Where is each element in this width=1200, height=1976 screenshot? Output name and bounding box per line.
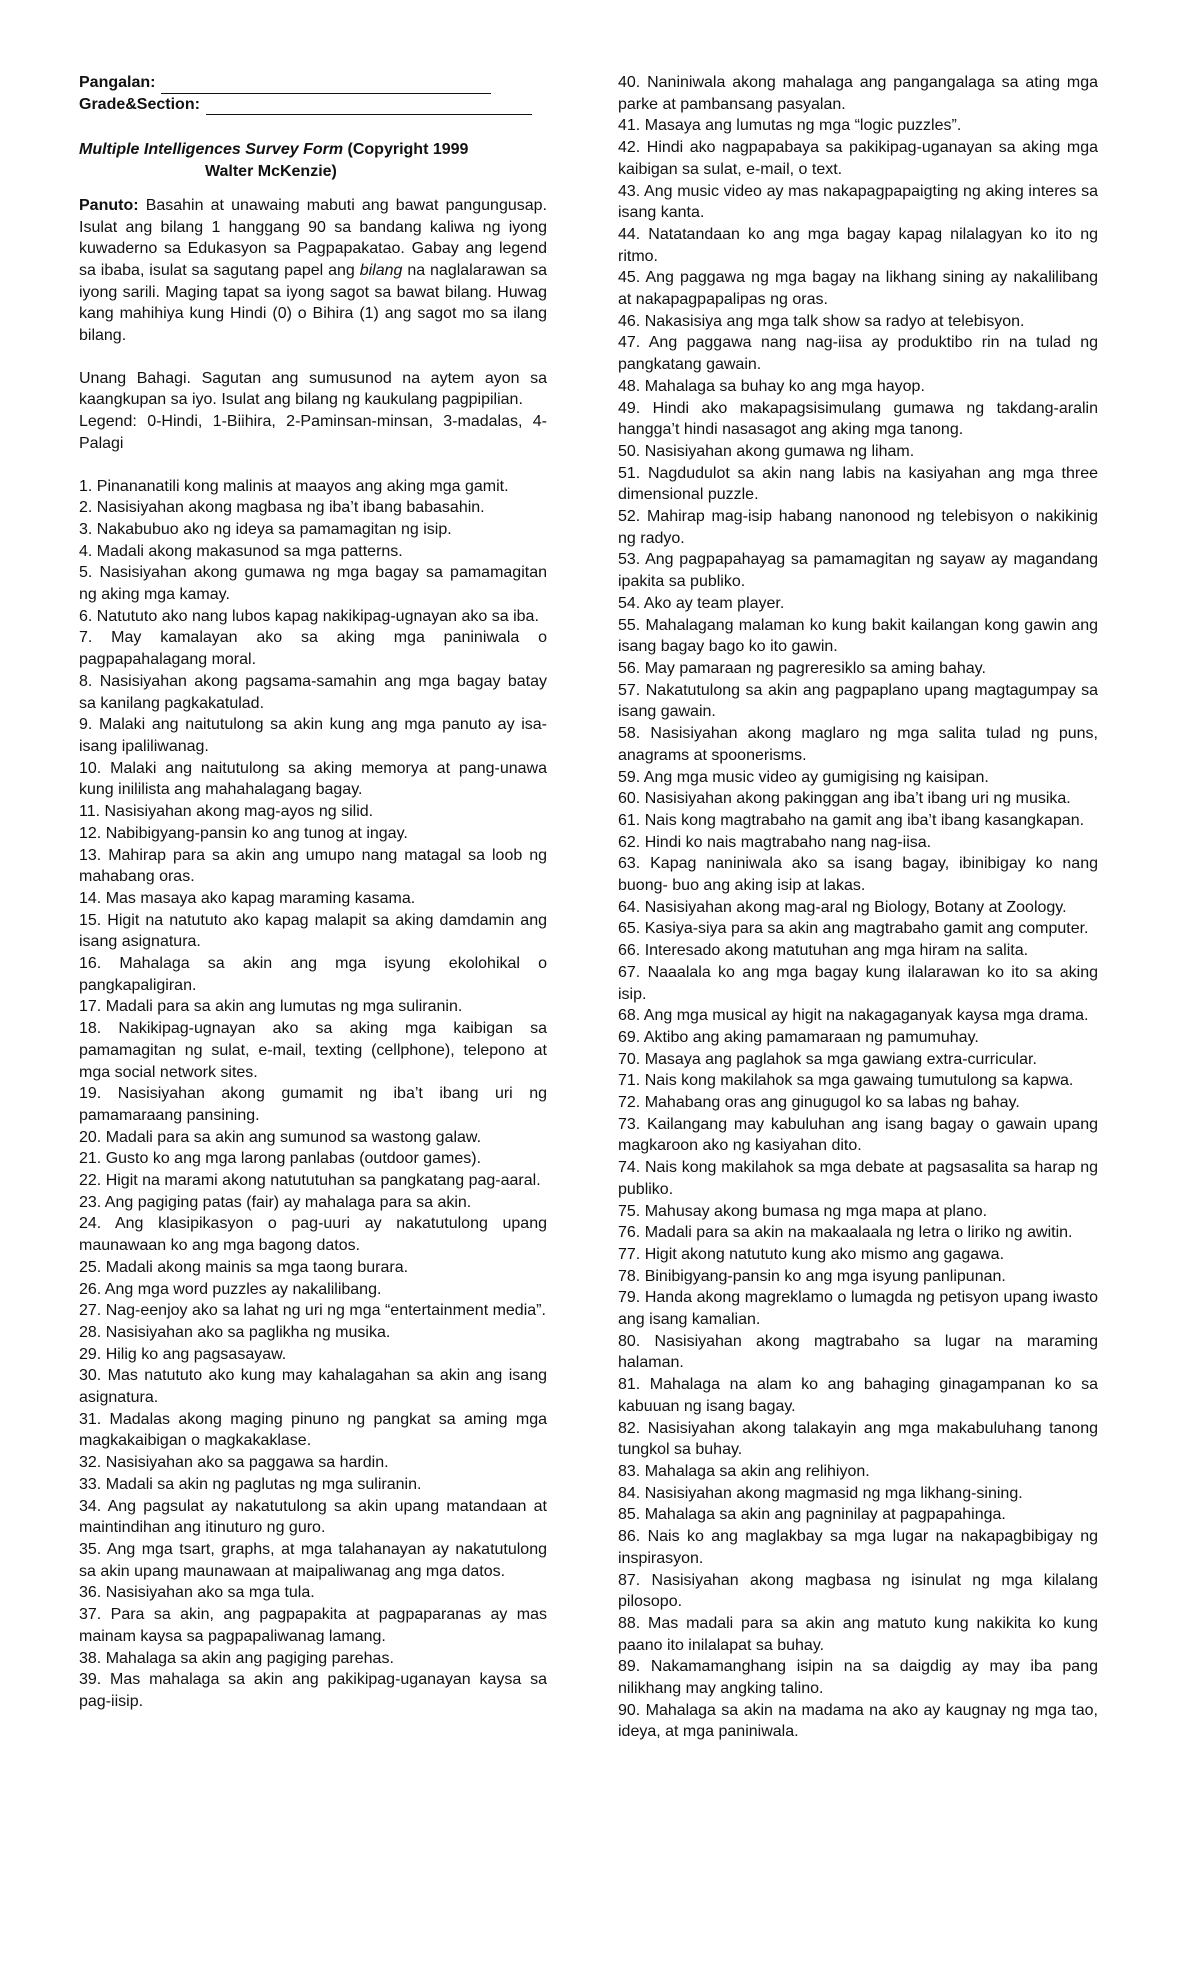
instructions-italic-word: bilang [359, 261, 403, 279]
survey-item-5: 5. Nasisiyahan akong gumawa ng mga bagay sa pamamagitan ng aking mga kamay. [79, 564, 547, 604]
survey-item-64: 64. Nasisiyahan akong mag-aral ng Biology, Botany at Zoology. [618, 898, 1067, 916]
survey-item-52: 52. Mahirap mag-isip habang nanonood ng telebisyon o nakikinig ng radyo. [618, 508, 1098, 547]
survey-item-54: 54. Ako ay team player. [618, 594, 785, 612]
survey-item-22: 22. Higit na marami akong natututuhan sa pangkatang pag-aaral. [79, 1172, 541, 1190]
survey-item-26: 26. Ang mga word puzzles ay nakalilibang. [79, 1280, 382, 1298]
survey-item-37: 37. Para sa akin, ang pagpapakita at pagpaparanas ay mas mainam kaysa sa pagpapaliwanag lamang. [79, 1606, 547, 1645]
survey-item-44: 44. Natatandaan ko ang mga bagay kapag nilalagyan ko ito ng ritmo. [618, 225, 1098, 265]
survey-item-3: 3. Nakabubuo ako ng ideya sa pamamagitan ng isip. [79, 520, 452, 538]
survey-item-58: 58. Nasisiyahan akong maglaro ng mga salita tulad ng puns, anagrams at spoonerisms. [618, 725, 1098, 764]
survey-item-17: 17. Madali para sa akin ang lumutas ng mga suliranin. [79, 998, 463, 1016]
survey-item-48: 48. Mahalaga sa buhay ko ang mga hayop. [618, 377, 925, 395]
survey-item-46: 46. Nakasisiya ang mga talk show sa radyo at telebisyon. [618, 312, 1025, 330]
survey-item-74: 74. Nais kong makilahok sa mga debate at pagsasalita sa harap ng publiko. [618, 1159, 1098, 1198]
survey-item-16: 16. Mahalaga sa akin ang mga isyung ekolohikal o pangkapaligiran. [79, 955, 547, 994]
survey-item-7: 7. May kamalayan ako sa aking mga paniniwala o pagpapahalagang moral. [79, 629, 547, 669]
instructions-text-after: na naglalarawan sa iyong sarili. Maging tapat sa iyong sagot sa bawat bilang. Huwag kang mahihiya kung Hindi (0) o Bihira (1) ang sagot mo sa ilang bilang. [79, 261, 547, 345]
survey-item-38: 38. Mahalaga sa akin ang pagiging parehas. [79, 1649, 394, 1667]
survey-item-73: 73. Kailangang may kabuluhan ang isang bagay o gawain upang magkaroon ako ng kasiyahan dito. [618, 1115, 1098, 1155]
items-list-right [618, 72, 1098, 1743]
survey-item-66: 66. Interesado akong matutuhan ang mga hiram na salita. [618, 942, 1029, 960]
survey-item-72: 72. Mahabang oras ang ginugugol ko sa labas ng bahay. [618, 1094, 1020, 1112]
survey-item-20: 20. Madali para sa akin ang sumunod sa wastong galaw. [79, 1128, 482, 1146]
survey-item-61: 61. Nais kong magtrabaho na gamit ang iba’t ibang kasangkapan. [618, 811, 1085, 829]
survey-item-19: 19. Nasisiyahan akong gumamit ng iba’t ibang uri ng pamamaraang pansining. [79, 1085, 547, 1124]
survey-item-55: 55. Mahalagang malaman ko kung bakit kailangan kong gawin ang isang bagay bago ko ito gawin. [618, 616, 1098, 656]
survey-item-10: 10. Malaki ang naitutulong sa aking memorya at pang-unawa kung inililista ang mahahalagang bagay. [79, 759, 547, 799]
survey-item-75: 75. Mahusay akong bumasa ng mga mapa at plano. [618, 1202, 988, 1220]
survey-item-42: 42. Hindi ako nagpapabaya sa pakikipag-uganayan sa aking mga kaibigan sa sulat, e-mail, o text. [618, 139, 1098, 178]
survey-item-63: 63. Kapag naniniwala ako sa isang bagay, ibinibigay ko nang buong- buo ang aking isip at lakas. [618, 855, 1098, 895]
instructions-label: Panuto: [79, 196, 139, 214]
survey-item-15: 15. Higit na natututo ako kapag malapit sa aking damdamin ang isang asignatura. [79, 911, 547, 951]
survey-item-39: 39. Mas mahalaga sa akin ang pakikipag-uganayan kaysa sa pag-iisip. [79, 1671, 547, 1710]
survey-item-69: 69. Aktibo ang aking pamamaraan ng pamumuhay. [618, 1028, 979, 1046]
survey-item-14: 14. Mas masaya ako kapag maraming kasama. [79, 889, 416, 907]
survey-item-12: 12. Nabibigyang-pansin ko ang tunog at ingay. [79, 824, 408, 842]
survey-item-80: 80. Nasisiyahan akong magtrabaho sa lugar na maraming halaman. [618, 1332, 1098, 1372]
survey-item-50: 50. Nasisiyahan akong gumawa ng liham. [618, 442, 915, 460]
items-list-left [79, 476, 547, 1713]
survey-item-31: 31. Madalas akong maging pinuno ng pangkat sa aming mga magkakaibigan o magkakaklase. [79, 1410, 547, 1450]
grade-section-label: Grade&Section: [79, 95, 200, 113]
survey-item-35: 35. Ang mga tsart, graphs, at mga talahanayan ay nakatutulong sa akin upang maunawaan at maipaliwanag ang mga datos. [79, 1541, 547, 1580]
survey-item-18: 18. Nakikipag-ugnayan ako sa aking mga kaibigan sa pamamagitan ng sulat, e-mail, texting (cellphone), telepono at mga social network sites. [79, 1020, 547, 1081]
survey-item-62: 62. Hindi ko nais magtrabaho nang nag-iisa. [618, 833, 932, 851]
name-label: Pangalan: [79, 74, 156, 91]
survey-item-27: 27. Nag-eenjoy ako sa lahat ng uri ng mga “entertainment media”. [79, 1302, 546, 1320]
survey-item-2: 2. Nasisiyahan akong magbasa ng iba’t ibang babasahin. [79, 499, 485, 517]
grade-section-blank-line[interactable] [206, 97, 532, 115]
survey-item-9: 9. Malaki ang naitutulong sa akin kung ang mga panuto ay isa-isang ipaliliwanag. [79, 716, 547, 755]
left-column [79, 72, 547, 1713]
survey-item-81: 81. Mahalaga na alam ko ang bahaging ginagampanan ko sa kabuuan ng isang bagay. [618, 1376, 1098, 1415]
survey-item-23: 23. Ang pagiging patas (fair) ay mahalaga para sa akin. [79, 1193, 472, 1211]
form-title-name: Multiple Intelligences Survey Form [79, 141, 344, 159]
survey-item-60: 60. Nasisiyahan akong pakinggan ang iba’t ibang uri ng musika. [618, 790, 1071, 808]
survey-item-33: 33. Madali sa akin ng paglutas ng mga suliranin. [79, 1475, 422, 1493]
survey-item-11: 11. Nasisiyahan akong mag-ayos ng silid. [79, 803, 374, 821]
survey-item-65: 65. Kasiya-siya para sa akin ang magtrabaho gamit ang computer. [618, 920, 1089, 938]
survey-item-67: 67. Naaalala ko ang mga bagay kung ilalarawan ko ito sa aking isip. [618, 963, 1098, 1003]
grade-section-field [79, 94, 547, 116]
survey-item-1: 1. Pinananatili kong malinis at maayos ang aking mga gamit. [79, 477, 509, 495]
survey-item-47: 47. Ang paggawa nang nag-iisa ay produktibo rin na tulad ng pangkatang gawain. [618, 334, 1098, 374]
survey-item-57: 57. Nakatutulong sa akin ang pagpaplano upang magtagumpay sa isang gawain. [618, 681, 1098, 721]
part-intro: Unang Bahagi. Sagutan ang sumusunod na aytem ayon sa kaangkupan sa iyo. Isulat ang bilang ng kaukulang pagpipilian. [79, 369, 547, 409]
survey-item-6: 6. Natututo ako nang lubos kapag nakikipag-ugnayan ako sa iba. [79, 607, 539, 625]
name-field [79, 72, 547, 94]
survey-item-24: 24. Ang klasipikasyon o pag-uuri ay nakatutulong upang maunawaan ko ang mga bagong datos. [79, 1215, 547, 1255]
name-blank-line[interactable] [161, 76, 491, 94]
survey-item-45: 45. Ang paggawa ng mga bagay na likhang sining ay nakalilibang at nakapagpapalipas ng oras. [618, 269, 1098, 309]
survey-item-51: 51. Nagdudulot sa akin nang labis na kasiyahan ang mga three dimensional puzzle. [618, 464, 1098, 504]
survey-item-56: 56. May pamaraan ng pagreresiklo sa aming bahay. [618, 659, 986, 677]
survey-item-86: 86. Nais ko ang maglakbay sa mga lugar na nakapagbibigay ng inspirasyon. [618, 1528, 1098, 1567]
form-title-copyright: (Copyright 1999 [347, 141, 469, 159]
survey-item-70: 70. Masaya ang paglahok sa mga gawiang extra-curricular. [618, 1050, 1037, 1068]
survey-item-83: 83. Mahalaga sa akin ang relihiyon. [618, 1463, 870, 1480]
survey-item-76: 76. Madali para sa akin na makaalaala ng letra o liriko ng awitin. [618, 1224, 1073, 1242]
survey-item-88: 88. Mas madali para sa akin ang matuto kung nakikita ko kung paano ito inilalapat sa buhay. [618, 1614, 1098, 1654]
survey-item-32: 32. Nasisiyahan ako sa paggawa sa hardin. [79, 1454, 389, 1472]
survey-item-13: 13. Mahirap para sa akin ang umupo nang matagal sa loob ng mahabang oras. [79, 846, 547, 886]
instructions-text: Basahin at unawaing mabuti ang bawat pangungusap. Isulat ang bilang 1 hanggang 90 sa bandang kaliwa ng iyong kuwaderno sa Edukasyon sa Pagpapakatao. Gabay ang legend sa ibaba, isulat sa sagutang papel ang [79, 196, 547, 279]
legend: Legend: 0-Hindi, 1-Biihira, 2-Paminsan-minsan, 3-madalas, 4-Palagi [79, 413, 547, 452]
survey-item-89: 89. Nakamamanghang isipin na sa daigdig ay may iba pang nilikhang may angking talino. [618, 1658, 1098, 1698]
survey-item-34: 34. Ang pagsulat ay nakatutulong sa akin upang matandaan at maintindihan ang itinuturo ng guro. [79, 1497, 547, 1537]
survey-item-21: 21. Gusto ko ang mga larong panlabas (outdoor games). [79, 1150, 482, 1168]
survey-item-25: 25. Madali akong mainis sa mga taong burara. [79, 1258, 409, 1276]
right-column [618, 72, 1098, 1743]
survey-item-85: 85. Mahalaga sa akin ang pagninilay at pagpapahinga. [618, 1506, 1006, 1524]
survey-item-71: 71. Nais kong makilahok sa mga gawaing tumutulong sa kapwa. [618, 1072, 1074, 1090]
survey-item-43: 43. Ang music video ay mas nakapagpapaigting ng aking interes sa isang kanta. [618, 182, 1098, 222]
survey-item-77: 77. Higit akong natututo kung ako mismo ang gagawa. [618, 1245, 1005, 1263]
survey-item-90: 90. Mahalaga sa akin na madama na ako ay kaugnay ng mga tao, ideya, at mga paniniwala. [618, 1701, 1098, 1741]
survey-item-49: 49. Hindi ako makapagsisimulang gumawa ng takdang-aralin hangga’t hindi nasasagot ang aking mga tanong. [618, 399, 1098, 439]
survey-item-53: 53. Ang pagpapahayag sa pamamagitan ng sayaw ay magandang ipakita sa publiko. [618, 551, 1098, 591]
survey-item-87: 87. Nasisiyahan akong magbasa ng isinulat ng mga kilalang pilosopo. [618, 1571, 1098, 1611]
form-title-author: Walter McKenzie) [205, 163, 337, 181]
survey-item-4: 4. Madali akong makasunod sa mga patterns. [79, 542, 403, 560]
survey-item-28: 28. Nasisiyahan ako sa paglikha ng musika. [79, 1323, 391, 1341]
survey-item-40: 40. Naniniwala akong mahalaga ang pangangalaga sa ating mga parke at pambansang pasyalan. [618, 74, 1098, 113]
survey-item-30: 30. Mas natututo ako kung may kahalagahan sa akin ang isang asignatura. [79, 1367, 547, 1407]
survey-item-78: 78. Binibigyang-pansin ko ang mga isyung panlipunan. [618, 1267, 1006, 1285]
instructions [79, 195, 547, 347]
survey-item-82: 82. Nasisiyahan akong talakayin ang mga makabuluhang tanong tungkol sa buhay. [618, 1419, 1098, 1459]
survey-item-36: 36. Nasisiyahan ako sa mga tula. [79, 1584, 315, 1602]
survey-item-41: 41. Masaya ang lumutas ng mga “logic puzzles”. [618, 117, 962, 135]
survey-item-29: 29. Hilig ko ang pagsasayaw. [79, 1345, 287, 1363]
survey-item-8: 8. Nasisiyahan akong pagsama-samahin ang mga bagay batay sa kanilang pagkakatulad. [79, 672, 547, 712]
form-title [79, 139, 547, 182]
survey-item-79: 79. Handa akong magreklamo o lumagda ng petisyon upang iwasto ang isang kamalian. [618, 1289, 1098, 1329]
survey-item-68: 68. Ang mga musical ay higit na nakagaganyak kaysa mga drama. [618, 1007, 1089, 1025]
survey-item-84: 84. Nasisiyahan akong magmasid ng mga likhang-sining. [618, 1484, 1023, 1502]
survey-item-59: 59. Ang mga music video ay gumigising ng kaisipan. [618, 768, 989, 786]
